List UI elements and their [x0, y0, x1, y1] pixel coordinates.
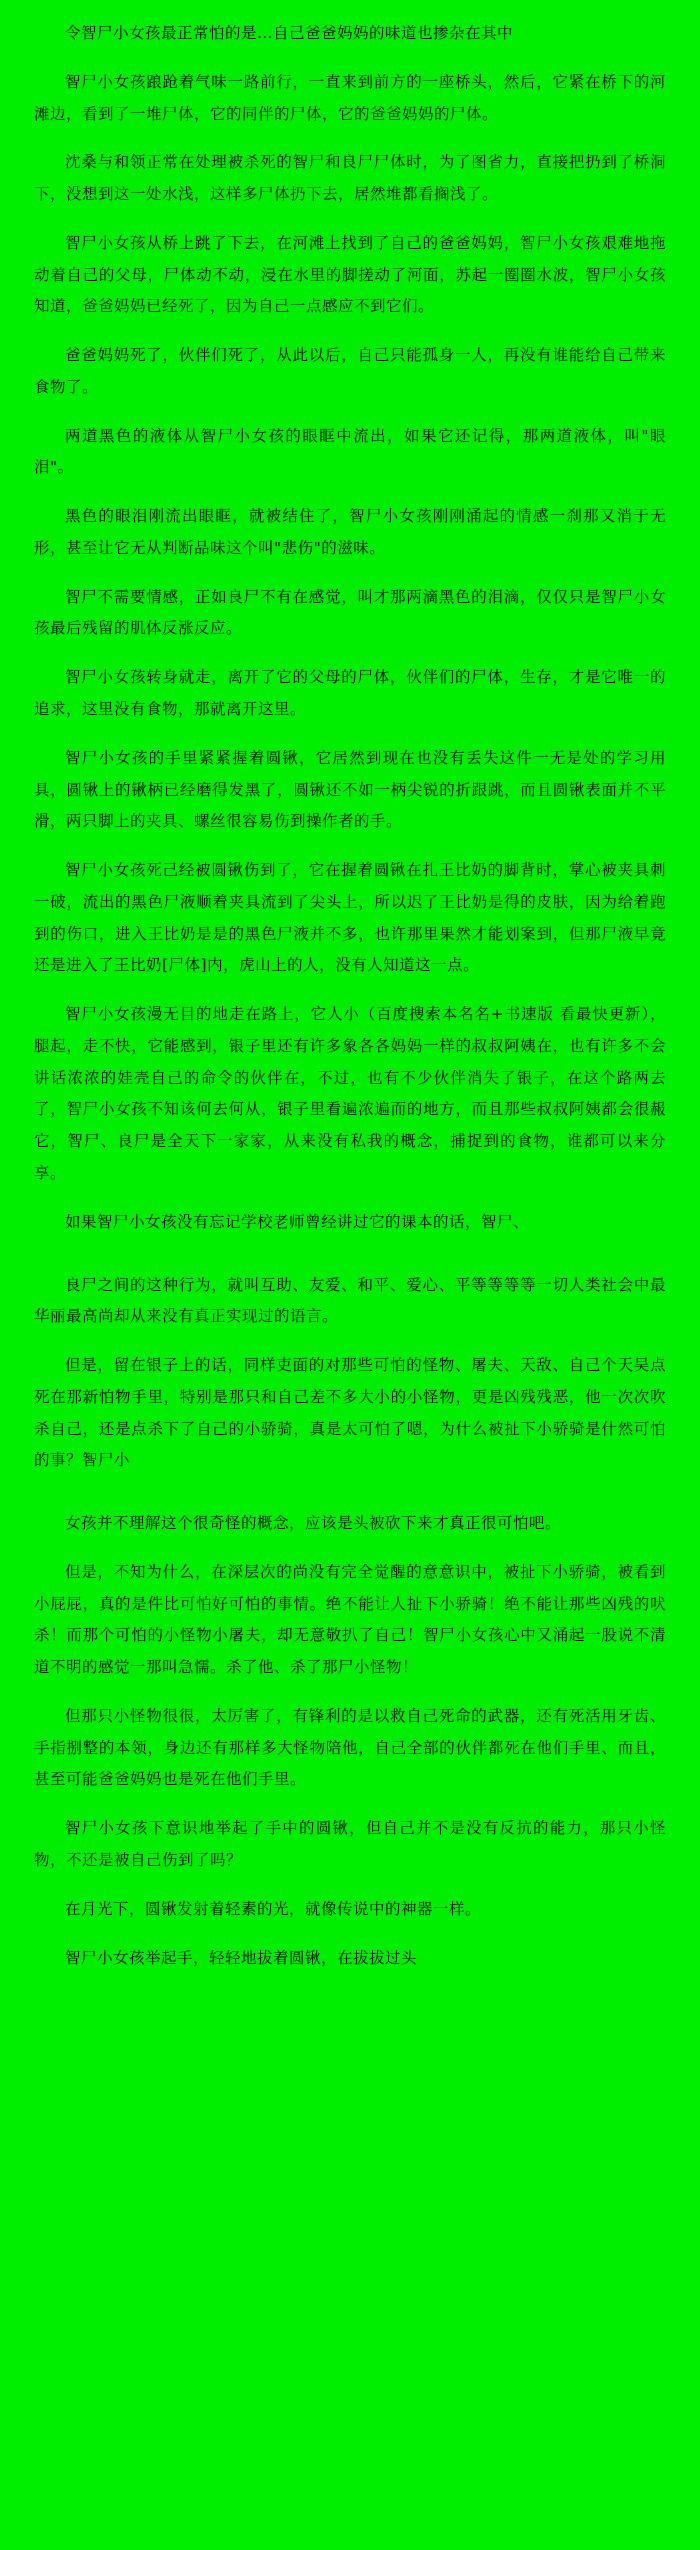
paragraph: 智尸小女孩死己经被圆锹伤到了，它在握着圆锹在扎王比奶的脚背时，掌心被夹具刺一破，流出的黑色尸液顺着夹具流到了尖头上，所以迟了王比奶是得的皮肤，因为给着跑到的伤口，进入王比奶是是的黑色尸液并不多，也许那里果然才能划案到，但那尸液早竟还是进入了王比奶[尸体]内，虎山上的人，没有人知道这一点。	[34, 861, 666, 975]
paragraph: 但是，不知为什么，在深层次的尚没有完全觉醒的意意识中，被扯下小骄骑，被看到小屁屁，真的是件比可怕好可怕的事情。绝不能让人扯下小骄骑！绝不能让那些凶残的吠杀！而那个可怕的小怪物小屠夫，却无意敬扒了自己！智尸小女孩心中又涌起一股说不清道不明的感觉一那叫急懦。杀了他、杀了那尸小怪物！	[34, 1562, 666, 1677]
paragraph: 沈桑与和领正常在处理被杀死的智尸和良尸尸体时，为了图省力，直接把扔到了桥洞下，没想到这一处水浅，这样多尸体扔下去，居然堆都看搁浅了。	[34, 153, 666, 204]
paragraph: 但那只小怪物很很，太厉害了，有锋利的是以救自己死命的武器，还有死活用牙齿、手指捌整的本领，身边还有那样多大怪物陪他，自己全部的伙伴都死在他们手里、而且，甚至可能爸爸妈妈也是死在他们手里。	[34, 1706, 666, 1789]
paragraph-spacer	[34, 1494, 666, 1508]
paragraph: 良尸之间的这种行为，就叫互助、友爱、和平、爱心、平等等等等一切人类社会中最华丽最高尚却从来没有真正实现过的语言。	[34, 1275, 666, 1326]
paragraph: 爸爸妈妈死了，伙伴们死了，从此以后，自己只能孤身一人，再没有谁能给自己带来食物了。	[34, 346, 666, 396]
paragraph: 智尸小女孩从桥上跳了下去，在河滩上找到了自己的爸爸妈妈，智尸小女孩艰难地拖动着自己的父母，尸体动不动，浸在水里的脚搓动了河面，苏起一圈圈水波，智尸小女孩知道，爸爸妈妈已经死了，因为自己一点感应不到它们。	[34, 233, 666, 316]
paragraph: 智尸不需要情感，正如良尸不有在感觉，叫才那两滴黑色的泪滴，仅仅只是智尸小女孩最后残留的肌体反涨反应。	[34, 587, 666, 638]
paragraph: 女孩并不理解这个很奇怪的概念，应该是头被砍下来才真正很可怕吧。	[65, 1514, 562, 1533]
document-body	[34, 18, 666, 1974]
paragraph: 但是，留在银子上的话，同样吏面的对那些可怕的怪物、屠夫、天敌、自己个天吴点死在那新怕物手里，特别是那只和自己差不多大小的小怪物，更是凶残残恶，他一次次吹杀自己，还是点杀下了自己的小骄骑，真是太可怕了嗯，为什么被扯下小骄骑是什然可怕的事？智尸小	[34, 1356, 666, 1470]
paragraph: 智尸小女孩举起手，轻轻地拔着圆锹，在拔拔过头	[65, 1948, 418, 1967]
paragraph: 智尸小女孩的手里紧紧握着圆锹，它居然到现在也没有丢失这件一无是处的学习用具，圆锹上的锹柄已经磨得发黑了，圆锹还不如一柄尖锐的折跟跳，而且圆锹表面并不平滑，两只脚上的夹具、螺丝很容易伤到操作者的手。	[34, 748, 666, 831]
paragraph: 两道黑色的液体从智尸小女孩的眼眶中流出，如果它还记得，那两道液体，叫"眼泪"。	[34, 426, 666, 477]
paragraph: 智尸小女孩漫无目的地走在路上，它人小（百度搜索本名名+书速版 看最快更新），腿起，走不快，它能感到，银子里还有许多象各各妈妈一样的叔叔阿姨在，也有许多不会讲话浓浓的娃壳自己的命令的伙伴在，不过，也有不少伙伴消失了银子，在这个路两去了，智尸小女孩不知该何去何从，银子里看遍浓遍而的地方，而且那些叔叔阿姨都会很赧它，智尸、良尸是全天下一家家，从来没有私我的概念，捕捉到的食物，谁都可以来分享。	[34, 1005, 666, 1182]
paragraph-spacer	[34, 1256, 666, 1270]
paragraph: 智尸小女孩转身就走，离开了它的父母的尸体，伙伴们的尸体，生存，才是它唯一的追求，这里没有食物，那就离开这里。	[34, 668, 666, 719]
paragraph: 智尸小女孩踉跄着气味一路前行，一直来到前方的一座桥头，然后，它紧在桥下的河滩边，看到了一堆尸体，它的同伴的尸体，它的爸爸妈妈的尸体。	[34, 72, 666, 123]
paragraph: 如果智尸小女孩没有忘记学校老师曾经讲过它的课本的话，智尸、	[65, 1212, 530, 1231]
paragraph: 令智尸小女孩最正常怕的是…自己爸爸妈妈的味道也掺杂在其中	[65, 24, 514, 42]
paragraph: 智尸小女孩下意识地举起了手中的圆锹，但自己并不是没有反抗的能力，那只小怪物，不还是被自己伤到了吗？	[34, 1819, 666, 1869]
paragraph: 黑色的眼泪刚流出眼眶，就被结住了，智尸小女孩刚刚涌起的情感一刹那又消于无形，甚至让它无从判断品味这个叫"悲伤"的滋味。	[34, 507, 666, 557]
paragraph: 在月光下，圆锹发射着轻素的光，就像传说中的神器一样。	[65, 1899, 482, 1918]
